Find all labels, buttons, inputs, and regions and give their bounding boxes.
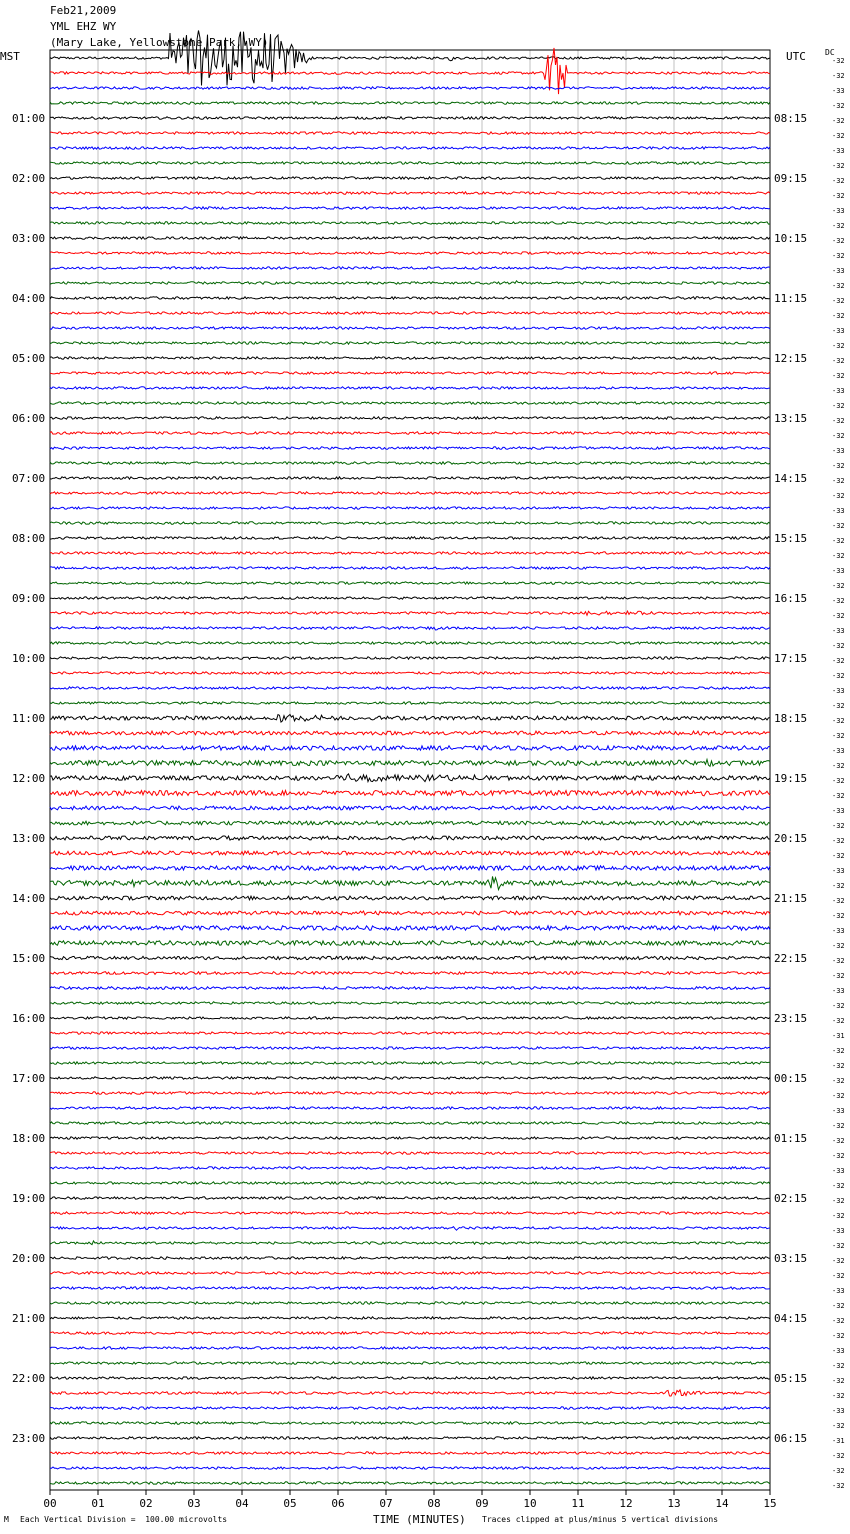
mst-hour-label: 15:00 — [12, 952, 46, 965]
trace-row — [50, 1347, 770, 1349]
trace-row — [50, 387, 770, 389]
mst-hour-label: 08:00 — [12, 532, 46, 545]
utc-hour-label: 04:15 — [774, 1312, 808, 1325]
trace-row — [50, 836, 770, 840]
dc-offset: -32 — [832, 342, 845, 350]
x-tick-label: 00 — [43, 1497, 57, 1510]
utc-hour-label: 14:15 — [774, 472, 808, 485]
trace-row — [50, 537, 770, 539]
dc-offset: -32 — [832, 897, 845, 905]
dc-offset: -32 — [832, 72, 845, 80]
trace-row — [50, 627, 770, 630]
dc-offset: -32 — [832, 432, 845, 440]
trace-row — [50, 1332, 770, 1334]
dc-offset: -32 — [832, 492, 845, 500]
utc-hour-label: 01:15 — [774, 1132, 808, 1145]
station-location: (Mary Lake, Yellowstone Park, WY) — [50, 36, 269, 49]
chart-date: Feb21,2009 — [50, 4, 117, 17]
dc-offset: -32 — [832, 1332, 845, 1340]
dc-offset: -32 — [832, 462, 845, 470]
dc-offset: -33 — [832, 447, 845, 455]
trace-row — [50, 597, 770, 599]
dc-offset: -32 — [832, 252, 845, 260]
trace-row — [50, 851, 770, 855]
trace-row — [50, 1482, 770, 1484]
trace-row — [50, 1107, 770, 1109]
dc-offset: -33 — [832, 1407, 845, 1415]
dc-offset: -32 — [832, 717, 845, 725]
trace-row — [50, 987, 770, 990]
trace-row — [50, 177, 770, 179]
trace-row — [50, 281, 770, 284]
trace-row — [50, 432, 770, 434]
dc-offset: -33 — [832, 327, 845, 335]
corner-mark: M — [4, 1515, 9, 1524]
dc-offset: -32 — [832, 297, 845, 305]
dc-offset: -33 — [832, 1167, 845, 1175]
mst-hour-label: 10:00 — [12, 652, 46, 665]
trace-row — [50, 192, 770, 194]
mst-hour-label: 21:00 — [12, 1312, 46, 1325]
dc-offset: -32 — [832, 597, 845, 605]
dc-offset: -32 — [832, 282, 845, 290]
dc-offset: -32 — [832, 552, 845, 560]
dc-offset: -32 — [832, 222, 845, 230]
trace-row — [50, 972, 770, 975]
dc-offset: -32 — [832, 1482, 845, 1490]
trace-row — [50, 342, 770, 344]
trace-row — [50, 1077, 770, 1079]
dc-offset: -32 — [832, 1377, 845, 1385]
trace-row — [50, 552, 770, 554]
dc-offset: -32 — [832, 1302, 845, 1310]
dc-offset: -32 — [832, 1317, 845, 1325]
trace-row — [50, 926, 770, 930]
dc-offset: -32 — [832, 1212, 845, 1220]
trace-row — [50, 1272, 770, 1274]
x-axis-title: TIME (MINUTES) — [373, 1513, 466, 1526]
dc-offset: -32 — [832, 732, 845, 740]
dc-offset: -33 — [832, 927, 845, 935]
trace-row — [50, 1047, 770, 1049]
utc-hour-label: 23:15 — [774, 1012, 808, 1025]
trace-row — [50, 1390, 770, 1396]
dc-offset: -33 — [832, 147, 845, 155]
dc-offset: -32 — [832, 1152, 845, 1160]
trace-row — [50, 252, 770, 254]
trace-row — [50, 1152, 770, 1154]
mst-hour-label: 04:00 — [12, 292, 46, 305]
utc-hour-label: 05:15 — [774, 1372, 808, 1385]
dc-offset: -32 — [832, 537, 845, 545]
dc-offset-labels — [832, 57, 845, 1490]
dc-offset: -32 — [832, 762, 845, 770]
dc-offset: -32 — [832, 702, 845, 710]
dc-offset: -33 — [832, 87, 845, 95]
mst-hour-label: 12:00 — [12, 772, 46, 785]
dc-offset: -32 — [832, 1017, 845, 1025]
dc-offset: -33 — [832, 627, 845, 635]
trace-row — [50, 642, 770, 644]
trace-row — [50, 222, 770, 224]
x-tick-label: 04 — [235, 1497, 249, 1510]
dc-offset: -32 — [832, 522, 845, 530]
trace-row — [50, 1302, 770, 1304]
dc-offset: -32 — [832, 1197, 845, 1205]
dc-offset: -32 — [832, 417, 845, 425]
trace-row — [50, 402, 770, 404]
trace-row — [50, 1437, 770, 1439]
dc-offset: -32 — [832, 312, 845, 320]
utc-hour-label: 18:15 — [774, 712, 808, 725]
dc-offset: -32 — [832, 642, 845, 650]
dc-offset: -33 — [832, 1227, 845, 1235]
trace-row — [50, 507, 770, 509]
mst-hour-label: 16:00 — [12, 1012, 46, 1025]
dc-offset: -32 — [832, 942, 845, 950]
dc-offset: -32 — [832, 102, 845, 110]
x-tick-label: 07 — [379, 1497, 393, 1510]
dc-offset: -32 — [832, 1122, 845, 1130]
trace-row — [50, 1002, 770, 1004]
mst-hour-label: 03:00 — [12, 232, 46, 245]
trace-row — [50, 132, 770, 134]
dc-offset: -33 — [832, 867, 845, 875]
dc-offset: -33 — [832, 807, 845, 815]
dc-offset: -32 — [832, 1272, 845, 1280]
trace-row — [50, 1212, 770, 1214]
utc-hour-label: 03:15 — [774, 1252, 808, 1265]
utc-hour-label: 00:15 — [774, 1072, 808, 1085]
dc-offset: -32 — [832, 1047, 845, 1055]
dc-offset: -32 — [832, 882, 845, 890]
mst-hour-label: 09:00 — [12, 592, 46, 605]
utc-hour-label: 20:15 — [774, 832, 808, 845]
trace-row — [50, 896, 770, 900]
dc-offset: -32 — [832, 582, 845, 590]
trace-row — [50, 774, 770, 782]
dc-offset: -33 — [832, 687, 845, 695]
utc-hour-label: 10:15 — [774, 232, 808, 245]
trace-row — [50, 1452, 770, 1454]
trace-row — [50, 956, 770, 959]
trace-row — [50, 1257, 770, 1259]
trace-row — [50, 911, 770, 915]
dc-offset: -33 — [832, 1107, 845, 1115]
trace-row — [50, 162, 770, 164]
mst-hour-label: 17:00 — [12, 1072, 46, 1085]
trace-row — [50, 1032, 770, 1034]
x-tick-label: 11 — [571, 1497, 585, 1510]
dc-label: DC — [825, 48, 835, 57]
mst-hour-label: 22:00 — [12, 1372, 46, 1385]
x-tick-label: 05 — [283, 1497, 297, 1510]
trace-row — [50, 237, 770, 239]
utc-hour-label: 15:15 — [774, 532, 808, 545]
dc-offset: -32 — [832, 672, 845, 680]
dc-offset: -32 — [832, 192, 845, 200]
x-tick-label: 09 — [475, 1497, 489, 1510]
dc-offset: -32 — [832, 477, 845, 485]
mst-hour-label: 19:00 — [12, 1192, 46, 1205]
trace-row — [50, 102, 770, 104]
x-axis — [43, 1490, 776, 1510]
dc-offset: -33 — [832, 267, 845, 275]
mst-hour-label: 14:00 — [12, 892, 46, 905]
trace-row — [50, 876, 770, 889]
dc-offset: -33 — [832, 1287, 845, 1295]
dc-offset: -32 — [832, 777, 845, 785]
trace-row — [50, 297, 770, 299]
utc-hour-label: 12:15 — [774, 352, 808, 365]
dc-offset: -33 — [832, 747, 845, 755]
trace-row — [50, 731, 770, 735]
trace-row — [50, 522, 770, 524]
trace-row — [50, 672, 770, 674]
dc-offset: -32 — [832, 1137, 845, 1145]
trace-row — [50, 1092, 770, 1094]
trace-row — [50, 791, 770, 796]
trace-row — [50, 447, 770, 449]
dc-offset: -33 — [832, 507, 845, 515]
trace-row — [50, 821, 770, 825]
trace-row — [50, 657, 770, 659]
seismic-traces — [50, 31, 770, 1485]
trace-row — [50, 806, 770, 810]
x-tick-label: 02 — [139, 1497, 153, 1510]
x-tick-label: 15 — [763, 1497, 777, 1510]
dc-offset: -32 — [832, 237, 845, 245]
x-tick-label: 14 — [715, 1497, 729, 1510]
mst-hour-label: 01:00 — [12, 112, 46, 125]
dc-offset: -32 — [832, 1092, 845, 1100]
trace-row — [50, 312, 770, 314]
trace-row — [50, 1182, 770, 1184]
utc-hour-label: 11:15 — [774, 292, 808, 305]
trace-row — [50, 941, 770, 945]
clip-note: Traces clipped at plus/minus 5 vertical divisions — [482, 1515, 719, 1524]
utc-hour-label: 22:15 — [774, 952, 808, 965]
trace-row — [50, 715, 770, 723]
dc-offset: -32 — [832, 1062, 845, 1070]
dc-offset: -32 — [832, 117, 845, 125]
dc-offset: -32 — [832, 177, 845, 185]
dc-offset: -32 — [832, 372, 845, 380]
dc-offset: -33 — [832, 567, 845, 575]
trace-row — [50, 117, 770, 119]
mst-hour-label: 11:00 — [12, 712, 46, 725]
trace-row — [50, 492, 770, 494]
trace-row — [50, 1017, 770, 1019]
trace-row — [50, 1137, 770, 1139]
dc-offset: -32 — [832, 1182, 845, 1190]
plot-frame — [50, 50, 770, 1490]
trace-row — [50, 1062, 770, 1064]
trace-row — [50, 1227, 770, 1231]
utc-hour-label: 19:15 — [774, 772, 808, 785]
dc-offset: -32 — [832, 837, 845, 845]
mst-label: MST — [0, 50, 20, 63]
utc-hour-label: 02:15 — [774, 1192, 808, 1205]
trace-row — [50, 357, 770, 359]
utc-hour-label: 09:15 — [774, 172, 808, 185]
trace-row — [50, 702, 770, 704]
dc-offset: -32 — [832, 1452, 845, 1460]
trace-row — [50, 1407, 770, 1409]
dc-offset: -32 — [832, 852, 845, 860]
trace-row — [50, 477, 770, 479]
mst-hour-label: 07:00 — [12, 472, 46, 485]
x-tick-label: 13 — [667, 1497, 681, 1510]
mst-hour-label: 23:00 — [12, 1432, 46, 1445]
trace-row — [50, 372, 770, 374]
trace-row — [50, 1317, 770, 1319]
dc-offset: -31 — [832, 1032, 845, 1040]
x-tick-label: 01 — [91, 1497, 105, 1510]
dc-offset: -32 — [832, 612, 845, 620]
x-tick-label: 03 — [187, 1497, 201, 1510]
dc-offset: -32 — [832, 912, 845, 920]
dc-offset: -33 — [832, 987, 845, 995]
trace-row — [50, 1467, 770, 1469]
trace-row — [50, 1197, 770, 1199]
trace-row — [50, 147, 770, 149]
trace-row — [50, 1422, 770, 1424]
mst-hour-label: 06:00 — [12, 412, 46, 425]
trace-row — [50, 267, 770, 269]
trace-row — [50, 417, 770, 419]
utc-hour-label: 13:15 — [774, 412, 808, 425]
utc-hour-label: 21:15 — [774, 892, 808, 905]
utc-hour-label: 17:15 — [774, 652, 808, 665]
trace-row — [50, 87, 770, 89]
x-tick-label: 06 — [331, 1497, 345, 1510]
utc-hour-label: 06:15 — [774, 1432, 808, 1445]
dc-offset: -32 — [832, 1422, 845, 1430]
utc-hour-label: 08:15 — [774, 112, 808, 125]
utc-label: UTC — [786, 50, 806, 63]
dc-offset: -32 — [832, 1002, 845, 1010]
dc-offset: -31 — [832, 1437, 845, 1445]
dc-offset: -32 — [832, 792, 845, 800]
trace-row — [50, 1287, 770, 1289]
dc-offset: -32 — [832, 1257, 845, 1265]
x-tick-label: 12 — [619, 1497, 633, 1510]
trace-row — [50, 1362, 770, 1364]
dc-offset: -32 — [832, 957, 845, 965]
trace-row — [50, 866, 770, 871]
station-code: YML EHZ WY — [50, 20, 117, 33]
x-tick-label: 10 — [523, 1497, 537, 1510]
dc-offset: -32 — [832, 1362, 845, 1370]
dc-offset: -32 — [832, 57, 845, 65]
dc-offset: -32 — [832, 822, 845, 830]
mst-hour-label: 20:00 — [12, 1252, 46, 1265]
utc-hour-label: 16:15 — [774, 592, 808, 605]
trace-row — [50, 207, 770, 209]
dc-offset: -33 — [832, 387, 845, 395]
dc-offset: -32 — [832, 357, 845, 365]
trace-row — [50, 1167, 770, 1169]
trace-row — [50, 327, 770, 329]
trace-row — [50, 746, 770, 750]
trace-row — [50, 1241, 770, 1245]
dc-offset: -32 — [832, 402, 845, 410]
scale-note: Each Vertical Division = 100.00 microvolts — [20, 1515, 228, 1524]
dc-offset: -32 — [832, 972, 845, 980]
dc-offset: -32 — [832, 132, 845, 140]
dc-offset: -32 — [832, 1077, 845, 1085]
mst-hour-label: 05:00 — [12, 352, 46, 365]
trace-row — [50, 687, 770, 689]
dc-offset: -32 — [832, 1467, 845, 1475]
trace-row — [50, 611, 770, 615]
mst-hour-label: 18:00 — [12, 1132, 46, 1145]
x-tick-label: 08 — [427, 1497, 441, 1510]
mst-hour-label: 13:00 — [12, 832, 46, 845]
trace-row — [50, 462, 770, 464]
dc-offset: -32 — [832, 162, 845, 170]
mst-hour-label: 02:00 — [12, 172, 46, 185]
trace-row — [50, 1377, 770, 1379]
dc-offset: -33 — [832, 207, 845, 215]
dc-offset: -32 — [832, 1392, 845, 1400]
dc-offset: -32 — [832, 657, 845, 665]
trace-row — [50, 567, 770, 569]
dc-offset: -32 — [832, 1242, 845, 1250]
trace-row — [50, 582, 770, 584]
dc-offset: -33 — [832, 1347, 845, 1355]
trace-row — [50, 1122, 770, 1124]
trace-row — [50, 760, 770, 767]
